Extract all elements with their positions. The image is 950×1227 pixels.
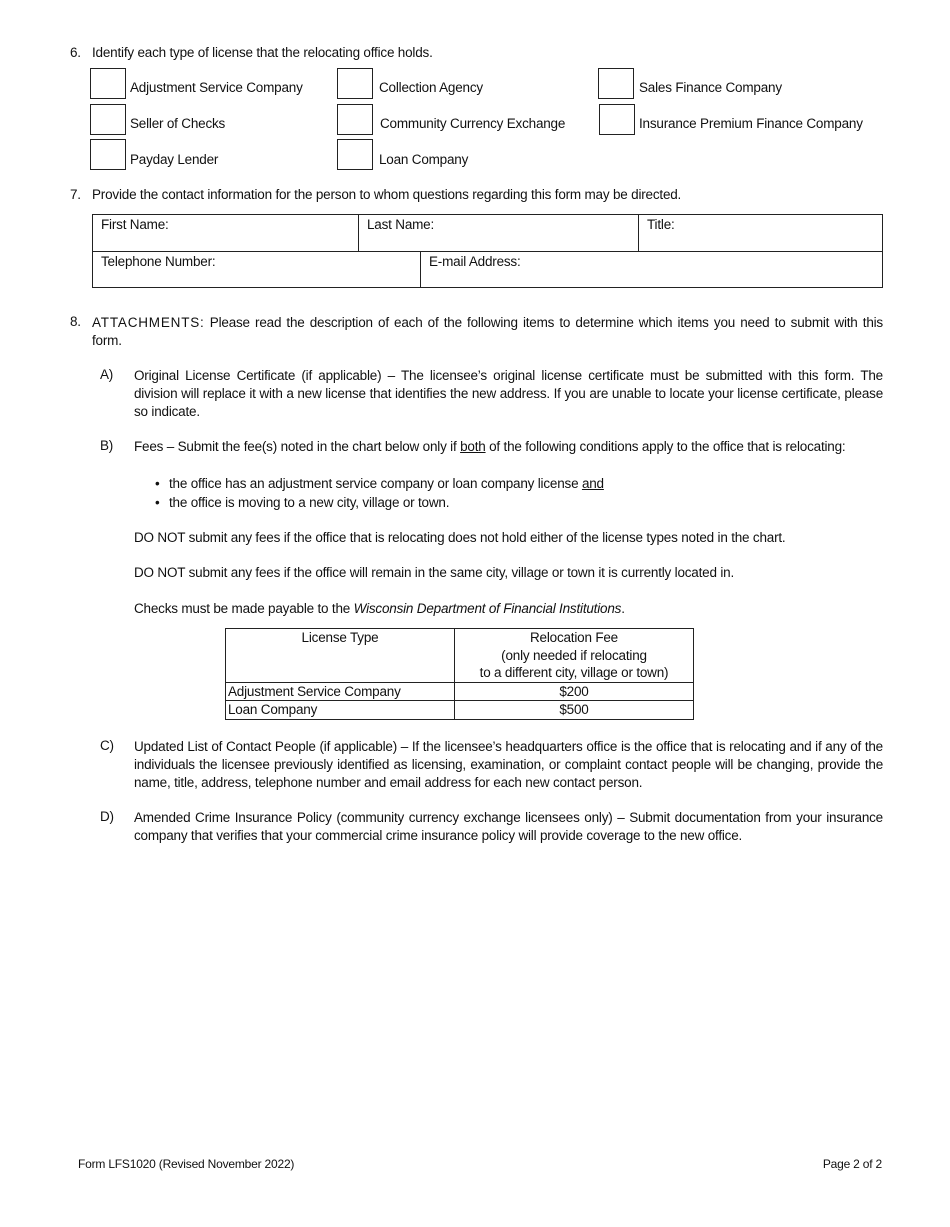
item-b-text	[134, 438, 883, 456]
item-b-text-post: of the following conditions apply to the office that is relocating:	[485, 439, 846, 454]
license-type-header: License Type	[226, 629, 455, 683]
checks-payee: Wisconsin Department of Financial Institutions	[353, 601, 622, 616]
checkbox-loan-company[interactable]	[337, 139, 373, 170]
checkbox-adjustment-service-company[interactable]	[90, 68, 126, 99]
no-fee-note-1: DO NOT submit any fees if the office that is relocating does not hold either of the license types noted in the chart.	[134, 530, 786, 545]
q8-intro	[92, 314, 883, 350]
item-c-text: Updated List of Contact People (if applicable) – If the licensee’s headquarters office is the office that is relocating and if any of the individuals the licensee previously identified as licensing, examination, or complaint contact people will be changing, provide the name, title, address, telephone number and email address for each new contact person.	[134, 739, 883, 790]
item-d-text: Amended Crime Insurance Policy (community currency exchange licensees only) – Submit documentation from your insurance company that verifies that your commercial crime insurance policy will provide coverage to the new office.	[134, 810, 883, 843]
item-b-text-pre: Fees – Submit the fee(s) noted in the chart below only if	[134, 439, 461, 454]
q6-prompt: Identify each type of license that the relocating office holds.	[92, 45, 433, 60]
checkbox-payday-lender[interactable]	[90, 139, 126, 170]
license-type-cell: Adjustment Service Company	[226, 682, 455, 701]
checkbox-community-currency-exchange[interactable]	[337, 104, 373, 135]
q8-intro-text: Please read the description of each of the following items to determine which items you need to submit with this form.	[92, 315, 883, 348]
first-name-field[interactable]	[93, 215, 359, 252]
checkbox-label: Adjustment Service Company	[130, 80, 303, 95]
fee-cell: $200	[455, 682, 694, 701]
email-field[interactable]	[421, 252, 882, 287]
q7-prompt: Provide the contact information for the person to whom questions regarding this form may be directed.	[92, 187, 682, 202]
item-b-text-under: both	[460, 439, 486, 454]
q8-heading: ATTACHMENTS:	[92, 315, 205, 330]
fee-table-header	[226, 629, 694, 683]
table-row	[226, 701, 694, 720]
contact-info-table	[92, 214, 883, 288]
telephone-label: Telephone Number:	[101, 254, 216, 269]
checkbox-label: Insurance Premium Finance Company	[639, 116, 863, 131]
condition-list	[134, 474, 918, 512]
checks-text-post: .	[621, 601, 625, 616]
telephone-field[interactable]	[93, 252, 421, 287]
email-label: E-mail Address:	[429, 254, 521, 269]
checkbox-label: Loan Company	[379, 152, 469, 167]
condition-underline: and	[581, 476, 604, 491]
relocation-fee-header	[455, 629, 694, 683]
item-a-text: Original License Certificate (if applicable) – The licensee’s original license certificate must be submitted with this form. The division will replace it with a new license that identifies the new address. If you are unable to locate your license certificate, please so indicate.	[134, 368, 883, 419]
relocation-fee-header-line1: Relocation Fee	[529, 630, 618, 645]
checkbox-label: Seller of Checks	[130, 116, 226, 131]
relocation-fee-header-line3: to a different city, village or town)	[479, 665, 669, 680]
last-name-label: Last Name:	[367, 217, 435, 232]
checkbox-label: Payday Lender	[130, 152, 219, 167]
checkbox-insurance-premium-finance-company[interactable]	[599, 104, 635, 135]
checkbox-collection-agency[interactable]	[337, 68, 373, 99]
item-c-marker: C)	[100, 738, 114, 753]
q6-number: 6.	[70, 45, 81, 60]
item-b-marker: B)	[100, 438, 114, 453]
first-name-label: First Name:	[101, 217, 169, 232]
title-field[interactable]	[639, 215, 882, 252]
form-number: Form LFS1020 (Revised November 2022)	[78, 1157, 295, 1171]
item-d-marker: D)	[100, 809, 114, 824]
checkbox-sales-finance-company[interactable]	[598, 68, 634, 99]
last-name-field[interactable]	[359, 215, 639, 252]
checkbox-label: Collection Agency	[379, 80, 483, 95]
fee-cell: $500	[455, 701, 694, 720]
q7-number: 7.	[70, 187, 81, 202]
title-label: Title:	[647, 217, 675, 232]
checks-text-pre: Checks must be made payable to the	[134, 601, 354, 616]
checks-payable-note	[134, 601, 625, 616]
condition-text: the office has an adjustment service company or loan company license	[169, 476, 582, 491]
checkbox-seller-of-checks[interactable]	[90, 104, 126, 135]
item-a-marker: A)	[100, 367, 114, 382]
q8-number: 8.	[70, 314, 81, 329]
checkbox-label: Community Currency Exchange	[380, 116, 566, 131]
table-row	[226, 682, 694, 701]
checkbox-label: Sales Finance Company	[639, 80, 782, 95]
fee-table	[225, 628, 694, 720]
condition-item	[169, 474, 918, 493]
license-type-cell: Loan Company	[226, 701, 455, 720]
condition-item: • the office is moving to a new city, village or town.	[169, 493, 918, 512]
page-number: Page 2 of 2	[822, 1157, 882, 1171]
no-fee-note-2: DO NOT submit any fees if the office will remain in the same city, village or town it is currently located in.	[134, 565, 734, 580]
relocation-fee-header-line2: (only needed if relocating	[501, 647, 647, 663]
